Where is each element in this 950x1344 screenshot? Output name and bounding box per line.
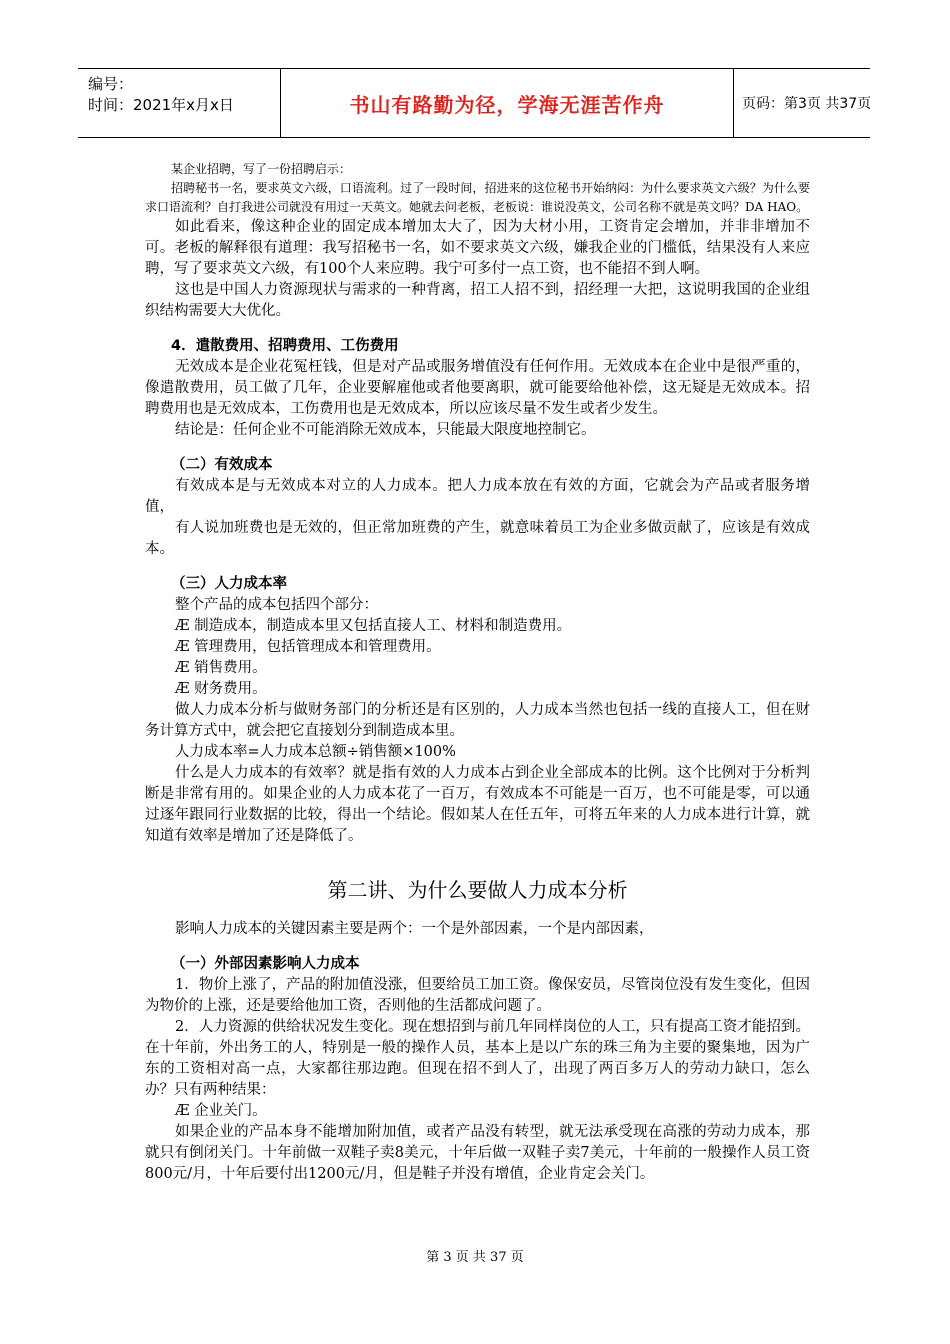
paragraph: 结论是：任何企业不可能消除无效成本，只能最大限度地控制它。: [175, 422, 596, 438]
bullet-item: Æ 财务费用。: [175, 681, 267, 697]
header-page-label: 页码：第3页 共37页: [742, 96, 872, 112]
bullet-item: Æ 制造成本，制造成本里又包括直接人工、材料和制造费用。: [175, 618, 572, 634]
paragraph: 1．物价上涨了，产品的附加值没涨，但要给员工加工资。像保安员，尽管岗位没有发生变化，但因为物价的上涨，还是要给他加工资，否则他的生活都成问题了。: [145, 977, 810, 1014]
paragraph: 有人说加班费也是无效的，但正常加班费的产生，就意味着员工为企业多做贡献了，应该是有效成本。: [145, 520, 810, 557]
doc-time-label: 时间：2021年x月x日: [88, 96, 234, 114]
paragraph: 无效成本是企业花冤枉钱，但是对产品或服务增值没有任何作用。无效成本在企业中是很严重的，像遣散费用，员工做了几年，企业要解雇他或者他要离职，就可能要给他补偿，这无疑是无效成本。招聘费用也是无效成本，工伤费用也是无效成本，所以应该尽量不发生或者少发生。: [145, 359, 810, 417]
formula: 人力成本率=人力成本总额÷销售额×100%: [175, 744, 456, 760]
notice-story: 招聘秘书一名，要求英文六级，口语流利。过了一段时间，招进来的这位秘书开始纳闷：为什么要求英文六级？为什么要求口语流利？自打我进公司就没有用过一天英文。她就去问老板，老板说：谁说没英文，公司名称不就是英文吗？DA HAO。: [145, 181, 810, 214]
header-slogan: 书山有路勤为径，学海无涯苦作舟: [349, 92, 665, 117]
section-heading: （三）人力成本率: [171, 576, 287, 592]
paragraph: 如果企业的产品本身不能增加附加值，或者产品没有转型，就无法承受现在高涨的劳动力成本，那就只有倒闭关门。十年前做一双鞋子卖8美元，十年后做一双鞋子卖7美元，十年前的一般操作人员工资800元/月，十年后要付出1200元/月，但是鞋子并没有增值，企业肯定会关门。: [145, 1124, 810, 1182]
page-footer: 第 3 页 共 37 页: [426, 1250, 524, 1265]
paragraph: 做人力成本分析与做财务部门的分析还是有区别的，人力成本当然也包括一线的直接人工，但在财务计算方式中，就会把它直接划分到制造成本里。: [145, 702, 810, 739]
bullet-item: Æ 企业关门。: [175, 1103, 267, 1119]
header-page-cell: [734, 69, 870, 137]
bullet-item: Æ 管理费用，包括管理成本和管理费用。: [175, 639, 441, 655]
notice-intro: 某企业招聘，写了一份招聘启示：: [171, 162, 352, 176]
doc-number-label: 编号：: [88, 75, 134, 93]
section-heading: （一）外部因素影响人力成本: [171, 956, 360, 972]
paragraph: 影响人力成本的关键因素主要是两个：一个是外部因素，一个是内部因素，: [175, 921, 654, 937]
paragraph: 2．人力资源的供给状况发生变化。现在想招到与前几年同样岗位的人工，只有提高工资才能招到。在十年前，外出务工的人，特别是一般的操作人员，基本上是以广东的珠三角为主要的聚集地，因为广东的工资相对高一点，大家都往那边跑。但现在招不到人了，出现了两百多万人的劳动力缺口，怎么办？只有两种结果：: [145, 1019, 810, 1098]
paragraph: 如此看来，像这种企业的固定成本增加太大了，因为大材小用，工资肯定会增加，并非非增加不可。老板的解释很有道理：我写招秘书一名，如不要求英文六级，嫌我企业的门槛低，结果没有人来应聘，写了要求英文六级，有100个人来应聘。我宁可多付一点工资，也不能招不到人啊。: [145, 219, 810, 277]
paragraph: 这也是中国人力资源现状与需求的一种背离，招工人招不到，招经理一大把，这说明我国的企业组织结构需要大大优化。: [145, 282, 810, 319]
document-body: [145, 160, 810, 1185]
lecture-title: 第二讲、为什么要做人力成本分析: [327, 878, 628, 902]
header-meta: [78, 69, 281, 137]
section-heading: 4．遣散费用、招聘费用、工伤费用: [171, 338, 399, 354]
section-heading: （二）有效成本: [171, 457, 273, 473]
paragraph: 整个产品的成本包括四个部分：: [175, 597, 378, 613]
paragraph: 什么是人力成本的有效率？就是指有效的人力成本占到企业全部成本的比例。这个比例对于分析判断是非常有用的。如果企业的人力成本花了一百万，有效成本不可能是一百万，也不可能是零，可以通过逐年跟同行业数据的比较，得出一个结论。假如某人在任五年，可将五年来的人力成本进行计算，就知道有效率是增加了还是降低了。: [145, 765, 810, 844]
bullet-item: Æ 销售费用。: [175, 660, 267, 676]
paragraph: 有效成本是与无效成本对立的人力成本。把人力成本放在有效的方面，它就会为产品或者服务增值，: [145, 478, 810, 515]
page-header: [78, 68, 870, 138]
header-slogan-cell: [281, 69, 734, 137]
